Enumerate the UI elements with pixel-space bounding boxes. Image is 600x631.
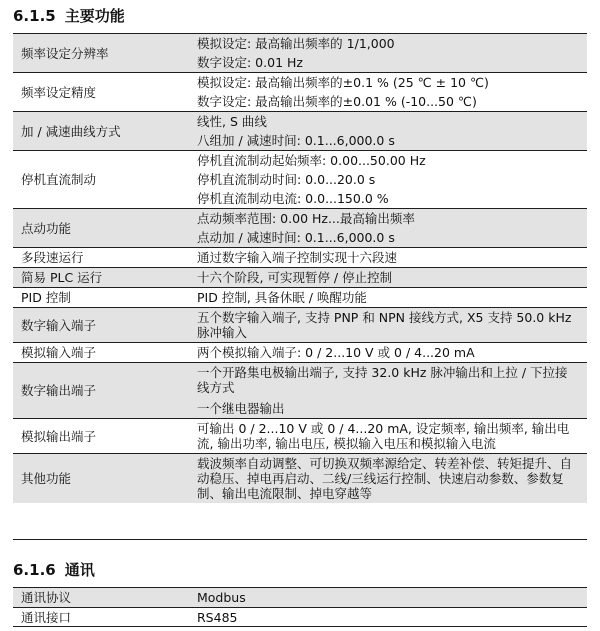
value-line: 数字设定: 最高输出频率的±0.01 % (-10...50 ℃) (197, 94, 477, 109)
value-line: 线性, S 曲线 (197, 114, 267, 129)
row-value (187, 112, 587, 151)
table-row (13, 248, 587, 268)
section-heading-communication (13, 561, 95, 579)
row-value (187, 34, 587, 73)
table-row (13, 288, 587, 308)
row-value (187, 343, 587, 363)
row-value (187, 454, 587, 504)
value-line: 停机直流制动时间: 0.0...20.0 s (197, 172, 376, 187)
table-bottom-rule (13, 626, 587, 627)
section-number: 6.1.6 (13, 561, 56, 579)
section-number: 6.1.5 (13, 7, 56, 25)
value-line: 一个开路集电极输出端子, 支持 32.0 kHz 脉冲输出和上拉 / 下拉接线方式 (197, 365, 568, 395)
table-row (13, 419, 587, 454)
value-line: 十六个阶段, 可实现暂停 / 停止控制 (197, 270, 393, 285)
value-line: PID 控制, 具备休眠 / 唤醒功能 (197, 290, 367, 305)
section-title: 通讯 (64, 561, 95, 579)
value-line: 可输出 0 / 2...10 V 或 0 / 4...20 mA, 设定频率, 输出频率, 输出电流, 输出功率, 输出电压, 模拟输入电压和模拟输入电流 (197, 421, 570, 451)
table-row (13, 343, 587, 363)
table-row (13, 112, 587, 151)
row-label: 其他功能 (13, 454, 187, 504)
row-label: 模拟输入端子 (13, 343, 187, 363)
table-row (13, 209, 587, 248)
table-row (13, 588, 587, 608)
value-line: 停机直流制动起始频率: 0.00...50.00 Hz (197, 153, 426, 168)
value-line: 两个模拟输入端子: 0 / 2...10 V 或 0 / 4...20 mA (197, 345, 475, 360)
row-label: 频率设定精度 (13, 73, 187, 112)
table-row (13, 73, 587, 112)
table-row (13, 151, 587, 209)
row-value (187, 419, 587, 454)
value-line: 数字设定: 0.01 Hz (197, 55, 303, 70)
row-label: 多段速运行 (13, 248, 187, 268)
row-value (187, 608, 587, 628)
value-line: 点动加 / 减速时间: 0.1...6,000.0 s (197, 230, 395, 245)
row-label: 通讯接口 (13, 608, 187, 628)
row-value (187, 288, 587, 308)
row-label: 停机直流制动 (13, 151, 187, 209)
section-title: 主要功能 (64, 7, 125, 25)
section-heading-main-functions (13, 7, 125, 25)
value-line: 模拟设定: 最高输出频率的 1/1,000 (197, 36, 395, 51)
table-row (13, 363, 587, 419)
table-row (13, 268, 587, 288)
value-line: 载波频率自动调整、可切换双频率源给定、转差补偿、转矩提升、自动稳压、掉电再启动、二线/三线运行控制、快速启动参数、参数复制、输出电流限制、掉电穿越等 (197, 456, 573, 501)
table-row (13, 308, 587, 343)
row-value (187, 268, 587, 288)
value-line: RS485 (197, 610, 238, 625)
value-line: 模拟设定: 最高输出频率的±0.1 % (25 ℃ ± 10 ℃) (197, 75, 489, 90)
table-row (13, 34, 587, 73)
communication-table (13, 587, 587, 627)
row-label: 数字输出端子 (13, 363, 187, 419)
row-value (187, 363, 587, 419)
value-line: 点动频率范围: 0.00 Hz...最高输出频率 (197, 211, 415, 226)
value-line: 通过数字输入端子控制实现十六段速 (197, 250, 398, 265)
row-value (187, 588, 587, 608)
row-value (187, 73, 587, 112)
row-label: 模拟输出端子 (13, 419, 187, 454)
row-value (187, 308, 587, 343)
table-row (13, 454, 587, 504)
value-line: Modbus (197, 590, 246, 605)
row-label: 数字输入端子 (13, 308, 187, 343)
row-value (187, 248, 587, 268)
row-label: 简易 PLC 运行 (13, 268, 187, 288)
main-functions-table (13, 33, 587, 503)
row-label: 加 / 减速曲线方式 (13, 112, 187, 151)
value-line: 八组加 / 减速时间: 0.1...6,000.0 s (197, 133, 395, 148)
row-value (187, 151, 587, 209)
row-value (187, 209, 587, 248)
value-line: 停机直流制动电流: 0.0...150.0 % (197, 191, 389, 206)
row-label: 点动功能 (13, 209, 187, 248)
table-bottom-rule (13, 539, 587, 540)
row-label: 频率设定分辨率 (13, 34, 187, 73)
value-line: 一个继电器输出 (197, 401, 285, 416)
value-line: 五个数字输入端子, 支持 PNP 和 NPN 接线方式, X5 支持 50.0 kHz 脉冲输入 (197, 310, 572, 340)
row-label: PID 控制 (13, 288, 187, 308)
row-label: 通讯协议 (13, 588, 187, 608)
table-row (13, 608, 587, 628)
